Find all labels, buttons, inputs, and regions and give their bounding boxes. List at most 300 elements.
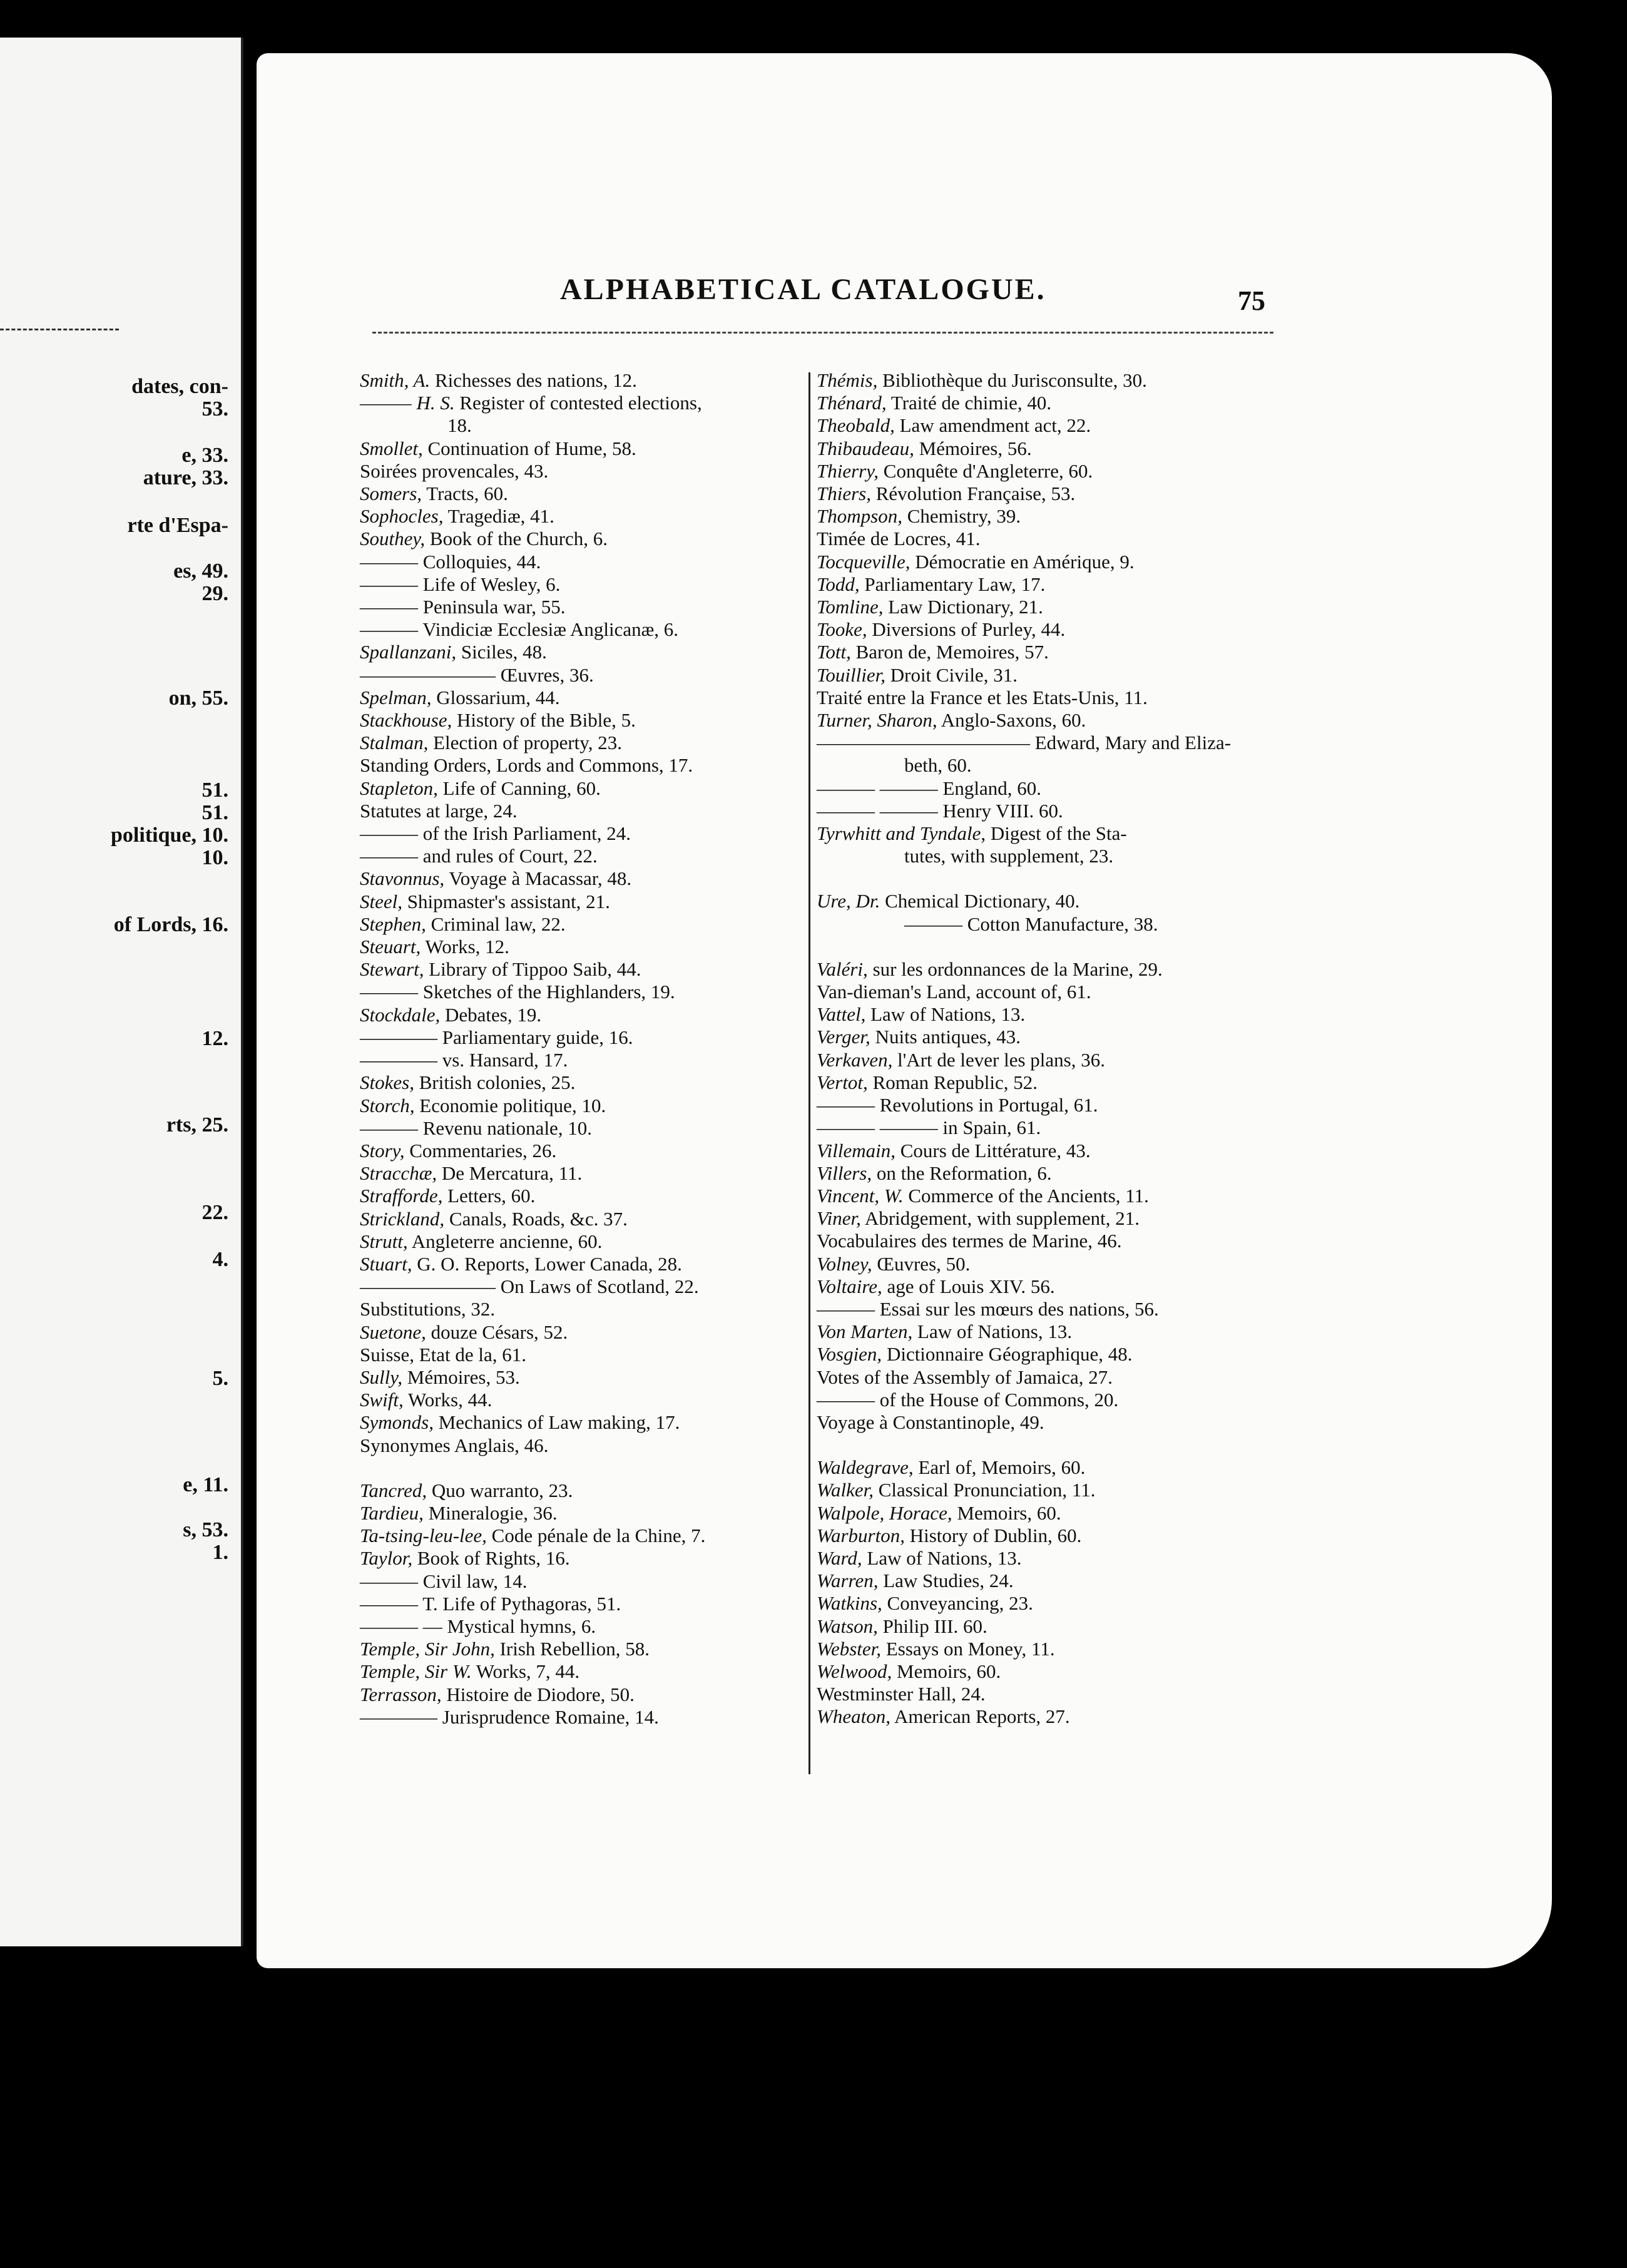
catalogue-entry xyxy=(817,958,1267,981)
entry-author: Temple, Sir John, xyxy=(360,1638,495,1660)
entry-title: ———— Jurisprudence Romaine, 14. xyxy=(360,1705,659,1728)
catalogue-entry xyxy=(360,1026,801,1049)
catalogue-entry xyxy=(360,483,801,505)
entry-author: Strafforde, xyxy=(360,1185,443,1207)
entry-title: Roman Republic, 52. xyxy=(867,1071,1038,1093)
previous-page-line: of Lords, 16. xyxy=(113,913,228,936)
entry-title: Memoirs, 60. xyxy=(952,1501,1061,1524)
catalogue-entry xyxy=(817,1660,1267,1683)
entry-title: age of Louis XIV. 56. xyxy=(882,1275,1055,1297)
catalogue-entry xyxy=(817,1094,1267,1116)
entry-author: Valéri, xyxy=(817,958,868,980)
entry-title: British colonies, 25. xyxy=(414,1071,576,1094)
entry-title: Letters, 60. xyxy=(442,1185,536,1207)
entry-title: Histoire de Diodore, 50. xyxy=(441,1683,635,1705)
entry-title: Book of the Church, 6. xyxy=(425,528,608,550)
previous-page-line: es, 49. xyxy=(173,559,228,583)
entry-author: Thompson, xyxy=(817,505,902,528)
previous-page-line: 12. xyxy=(201,1027,228,1050)
entry-title: Parliamentary Law, 17. xyxy=(859,573,1046,595)
entry-title: Criminal law, 22. xyxy=(426,912,566,935)
entry-title: Dictionnaire Géographique, 48. xyxy=(882,1343,1133,1366)
entry-title: G. O. Reports, Lower Canada, 28. xyxy=(412,1252,682,1275)
catalogue-entry xyxy=(817,1570,1267,1592)
entry-title: Continuation of Hume, 58. xyxy=(422,437,636,459)
entry-author: Tardieu, xyxy=(360,1501,424,1524)
entry-title: ——— and rules of Court, 22. xyxy=(360,845,598,867)
entry-title: Siciles, 48. xyxy=(456,641,547,663)
entry-title: Works, 7, 44. xyxy=(471,1660,580,1683)
entry-author: Smith, A. xyxy=(360,369,431,391)
catalogue-entry xyxy=(360,1275,801,1298)
entry-author: Tott, xyxy=(817,641,851,663)
entry-author: Stockdale, xyxy=(360,1003,441,1026)
catalogue-entry xyxy=(360,1321,801,1344)
catalogue-entry xyxy=(817,1320,1267,1343)
catalogue-entry xyxy=(360,1411,801,1434)
catalogue-entry xyxy=(817,1207,1267,1230)
previous-page-line: e, 33. xyxy=(181,444,228,467)
catalogue-entry xyxy=(360,392,801,414)
entry-title: Book of Rights, 16. xyxy=(412,1547,570,1570)
catalogue-entry xyxy=(817,1026,1267,1048)
catalogue-entry xyxy=(817,641,1267,663)
catalogue-entry xyxy=(817,596,1267,618)
catalogue-entry xyxy=(360,1660,801,1683)
catalogue-entry xyxy=(817,1185,1267,1207)
catalogue-entry xyxy=(817,1003,1267,1026)
entry-author: Warren, xyxy=(817,1570,879,1592)
entry-author: Watkins, xyxy=(817,1592,882,1615)
catalogue-entry xyxy=(360,1253,801,1275)
entry-author: Taylor, xyxy=(360,1547,413,1570)
entry-title: ——— Vindiciæ Ecclesiæ Anglicanæ, 6. xyxy=(360,618,679,641)
entry-title: Abridgement, with supplement, 21. xyxy=(860,1207,1140,1230)
entry-author: Verger, xyxy=(817,1026,870,1048)
catalogue-entry xyxy=(817,1049,1267,1071)
entry-author: Viner, xyxy=(817,1207,861,1230)
entry-title: Law of Nations, 13. xyxy=(912,1320,1073,1343)
entry-title: Library of Tippoo Saib, 44. xyxy=(424,958,641,981)
catalogue-entry xyxy=(817,1615,1267,1638)
entry-title: Commentaries, 26. xyxy=(404,1139,557,1162)
catalogue-entry xyxy=(360,1593,801,1615)
entry-author: Tancred, xyxy=(360,1479,427,1501)
catalogue-entry xyxy=(817,1411,1267,1434)
entry-title: ——————— On Laws of Scotland, 22. xyxy=(360,1275,699,1298)
catalogue-entry xyxy=(817,1275,1267,1298)
entry-title: Chemical Dictionary, 40. xyxy=(880,890,1080,912)
catalogue-entry xyxy=(360,437,801,460)
previous-page-line: 1. xyxy=(212,1541,228,1564)
entry-author: Villers, xyxy=(817,1162,872,1184)
entry-title: Votes of the Assembly of Jamaica, 27. xyxy=(817,1366,1113,1388)
entry-title: tutes, with supplement, 23. xyxy=(904,845,1114,867)
page-number: 75 xyxy=(1238,285,1265,316)
catalogue-entry xyxy=(360,641,801,663)
previous-page-line: politique, 10. xyxy=(111,824,228,847)
entry-author: Thiers, xyxy=(817,483,871,505)
entry-author: Theobald, xyxy=(817,414,895,437)
entry-title: De Mercatura, 11. xyxy=(437,1162,583,1185)
entry-title: Earl of, Memoirs, 60. xyxy=(913,1456,1086,1479)
entry-title: douze Césars, 52. xyxy=(426,1320,568,1343)
entry-title: Conveyancing, 23. xyxy=(882,1592,1033,1615)
catalogue-entry xyxy=(817,618,1267,641)
entry-title: Tragediæ, 41. xyxy=(443,505,554,528)
catalogue-entry xyxy=(360,1615,801,1638)
catalogue-entry xyxy=(360,687,801,709)
catalogue-entry xyxy=(817,1592,1267,1615)
entry-title: Memoirs, 60. xyxy=(892,1660,1001,1682)
entry-title: Œuvres, 50. xyxy=(872,1252,971,1275)
previous-page-line: dates, con- xyxy=(131,375,228,398)
entry-author: Thierry, xyxy=(817,459,879,482)
entry-author: Stracchæ, xyxy=(360,1162,437,1185)
entry-title: Démocratie en Amérique, 9. xyxy=(910,550,1135,573)
catalogue-entry xyxy=(360,754,801,777)
catalogue-entry xyxy=(817,822,1267,845)
catalogue-entry xyxy=(817,687,1267,709)
entry-author: Story, xyxy=(360,1139,405,1162)
catalogue-entry xyxy=(360,958,801,981)
entry-title: Angleterre ancienne, 60. xyxy=(407,1230,603,1252)
entry-title: Soirées provencales, 43. xyxy=(360,459,549,482)
entry-title: Timée de Locres, 41. xyxy=(817,528,981,550)
entry-author: Smollet, xyxy=(360,437,423,459)
catalogue-entry xyxy=(817,1525,1267,1547)
entry-title: Baron de, Memoires, 57. xyxy=(850,641,1049,663)
entry-title: Canals, Roads, &c. 37. xyxy=(444,1207,628,1230)
previous-page-fragment xyxy=(0,38,243,1946)
entry-title: Mémoires, 56. xyxy=(914,437,1032,459)
catalogue-entry xyxy=(360,505,801,528)
catalogue-entry xyxy=(817,1366,1267,1389)
entry-author: Spelman, xyxy=(360,686,432,708)
entry-author: Stuart, xyxy=(360,1252,412,1275)
entry-title: Mechanics of Law making, 17. xyxy=(433,1411,680,1434)
catalogue-entry xyxy=(360,1117,801,1140)
column-divider xyxy=(808,372,810,1774)
entry-title: Conquête d'Angleterre, 60. xyxy=(879,459,1093,482)
entry-title: Law of Nations, 13. xyxy=(862,1546,1022,1569)
entry-title: ——— Civil law, 14. xyxy=(360,1570,528,1592)
catalogue-entry xyxy=(817,1705,1267,1728)
catalogue-entry xyxy=(360,1638,801,1660)
catalogue-entry xyxy=(360,1162,801,1185)
catalogue-entry xyxy=(817,1683,1267,1705)
catalogue-entry xyxy=(360,913,801,936)
catalogue-entry xyxy=(817,1547,1267,1570)
entry-title: ——— Essai sur les mœurs des nations, 56. xyxy=(817,1297,1159,1320)
entry-author: Watson, xyxy=(817,1615,878,1637)
catalogue-entry xyxy=(817,392,1267,414)
previous-page-line: 10. xyxy=(201,846,228,869)
entry-title: ——— Sketches of the Highlanders, 19. xyxy=(360,981,675,1003)
entry-author: Tomline, xyxy=(817,596,884,618)
catalogue-entry xyxy=(360,1706,801,1729)
entry-author: Todd, xyxy=(817,573,860,595)
catalogue-entry xyxy=(817,414,1267,437)
catalogue-entry xyxy=(360,800,801,822)
entry-title: ——— of the Irish Parliament, 24. xyxy=(360,822,631,845)
catalogue-entry xyxy=(360,1683,801,1706)
previous-page-rule xyxy=(0,329,119,330)
entry-author: Stalman, xyxy=(360,732,429,754)
entry-author: Verkaven, xyxy=(817,1048,893,1071)
entry-author: Strickland, xyxy=(360,1207,445,1230)
entry-author: Steel, xyxy=(360,890,402,912)
entry-title: ——— Cotton Manufacture, 38. xyxy=(904,912,1158,935)
entry-title: Philip III. 60. xyxy=(877,1615,987,1637)
catalogue-entry xyxy=(817,1298,1267,1320)
entry-title: Nuits antiques, 43. xyxy=(870,1026,1021,1048)
entry-title: 18. xyxy=(447,414,472,437)
catalogue-entry xyxy=(360,573,801,596)
entry-author: Stephen, xyxy=(360,912,426,935)
entry-title: Commerce of the Ancients, 11. xyxy=(903,1184,1149,1207)
catalogue-entry xyxy=(360,709,801,732)
catalogue-entry xyxy=(360,1095,801,1117)
previous-page-line: rte d'Espa- xyxy=(127,514,228,537)
catalogue-entry xyxy=(360,1071,801,1094)
catalogue-entry xyxy=(817,913,1267,936)
entry-title: Irish Rebellion, 58. xyxy=(494,1638,650,1660)
entry-author: Turner, Sharon, xyxy=(817,709,937,732)
entry-title: ———— Parliamentary guide, 16. xyxy=(360,1026,633,1048)
catalogue-entry xyxy=(360,551,801,573)
catalogue-entry xyxy=(360,1389,801,1411)
catalogue-entry xyxy=(817,1638,1267,1660)
previous-page-line: s, 53. xyxy=(183,1518,228,1541)
entry-author: Terrasson, xyxy=(360,1683,442,1705)
entry-author: Walpole, Horace, xyxy=(817,1501,952,1524)
entry-title: Diversions of Purley, 44. xyxy=(867,618,1066,641)
entry-author: Waldegrave, xyxy=(817,1456,914,1479)
entry-author: Voltaire, xyxy=(817,1275,882,1297)
entry-title: Anglo-Saxons, 60. xyxy=(937,709,1086,732)
catalogue-entry xyxy=(817,551,1267,573)
catalogue-entry xyxy=(817,754,1267,777)
previous-page-line: ature, 33. xyxy=(143,466,228,489)
catalogue-entry xyxy=(360,1366,801,1389)
entry-author: Steuart, xyxy=(360,936,421,958)
entry-title: Debates, 19. xyxy=(440,1003,542,1026)
entry-author: Volney, xyxy=(817,1252,872,1275)
entry-author: Spallanzani, xyxy=(360,641,457,663)
previous-page-line: 22. xyxy=(201,1201,228,1224)
entry-title: Glossarium, 44. xyxy=(431,686,560,708)
catalogue-entry xyxy=(360,1344,801,1366)
header-rule xyxy=(372,332,1273,334)
entry-title: sur les ordonnances de la Marine, 29. xyxy=(867,958,1163,980)
entry-title: Van-dieman's Land, account of, 61. xyxy=(817,981,1091,1003)
catalogue-entry xyxy=(817,981,1267,1003)
entry-title: l'Art de lever les plans, 36. xyxy=(892,1048,1105,1071)
catalogue-entry xyxy=(817,1071,1267,1094)
entry-author: Tooke, xyxy=(817,618,867,641)
entry-title: Standing Orders, Lords and Commons, 17. xyxy=(360,754,693,777)
entry-title: ——— ——— in Spain, 61. xyxy=(817,1116,1041,1139)
entry-title: beth, 60. xyxy=(904,754,972,777)
catalogue-entry xyxy=(360,1185,801,1207)
entry-title: Statutes at large, 24. xyxy=(360,799,518,822)
entry-title: Bibliothèque du Jurisconsulte, 30. xyxy=(877,369,1147,391)
previous-page-line: 4. xyxy=(212,1248,228,1271)
catalogue-entry xyxy=(360,777,801,800)
entry-author: Stewart, xyxy=(360,958,424,981)
catalogue-entry xyxy=(360,460,801,483)
entry-title: Traité de chimie, 40. xyxy=(886,392,1052,414)
catalogue-entry xyxy=(817,1116,1267,1139)
catalogue-entry xyxy=(817,1502,1267,1525)
entry-title: Economie politique, 10. xyxy=(414,1094,606,1116)
catalogue-entry xyxy=(817,1162,1267,1185)
entry-title: ——————— Œuvres, 36. xyxy=(360,663,594,686)
catalogue-entry xyxy=(817,664,1267,687)
entry-title: Classical Pronunciation, 11. xyxy=(874,1479,1096,1501)
entry-title: Chemistry, 39. xyxy=(902,505,1021,528)
entry-author: Stokes, xyxy=(360,1071,414,1094)
entry-title: Droit Civile, 31. xyxy=(885,663,1018,686)
entry-author: Ta-tsing-leu-lee, xyxy=(360,1525,487,1547)
entry-title: American Reports, 27. xyxy=(890,1705,1070,1728)
entry-author: Stapleton, xyxy=(360,777,438,799)
catalogue-entry xyxy=(817,1253,1267,1275)
entry-title: ——— Revolutions in Portugal, 61. xyxy=(817,1094,1098,1116)
catalogue-entry xyxy=(817,800,1267,822)
entry-title: Voyage à Macassar, 48. xyxy=(444,867,632,890)
entry-title: Vocabulaires des termes de Marine, 46. xyxy=(817,1230,1122,1252)
entry-author: Stavonnus, xyxy=(360,867,445,890)
entry-title: ——— T. Life of Pythagoras, 51. xyxy=(360,1592,621,1615)
entry-title: Code pénale de la Chine, 7. xyxy=(486,1525,706,1547)
previous-page-line: 5. xyxy=(212,1367,228,1390)
entry-author: Villemain, xyxy=(817,1139,895,1162)
entry-title: Essays on Money, 11. xyxy=(881,1637,1055,1660)
entry-author: Vincent, W. xyxy=(817,1184,904,1207)
entry-author: Somers, xyxy=(360,483,422,505)
entry-title: History of Dublin, 60. xyxy=(904,1524,1082,1546)
catalogue-entry xyxy=(360,891,801,913)
entry-title: Substitutions, 32. xyxy=(360,1298,496,1320)
entry-title: History of the Bible, 5. xyxy=(452,709,636,732)
entry-title: Richesses des nations, 12. xyxy=(430,369,637,391)
entry-title: Traité entre la France et les Etats-Unis, 11. xyxy=(817,686,1148,708)
right-column xyxy=(817,369,1267,1729)
catalogue-entry xyxy=(817,1140,1267,1162)
catalogue-entry xyxy=(817,369,1267,392)
catalogue-page xyxy=(257,53,1552,1968)
entry-title: Mineralogie, 36. xyxy=(423,1501,558,1524)
catalogue-entry xyxy=(817,1343,1267,1366)
entry-title: Révolution Française, 53. xyxy=(871,483,1076,505)
entry-title: ——— ——— Henry VIII. 60. xyxy=(817,799,1063,822)
catalogue-entry xyxy=(360,1298,801,1320)
entry-title: ——— ——— England, 60. xyxy=(817,777,1042,799)
catalogue-entry xyxy=(360,732,801,754)
entry-author: Thémis, xyxy=(817,369,878,391)
catalogue-entry xyxy=(360,1570,801,1593)
catalogue-entry xyxy=(817,460,1267,483)
entry-author: Vosgien, xyxy=(817,1343,882,1366)
page-title: ALPHABETICAL CATALOGUE. xyxy=(560,273,1046,306)
entry-author: Storch, xyxy=(360,1094,415,1116)
catalogue-entry xyxy=(817,573,1267,596)
entry-title: Election of property, 23. xyxy=(428,732,622,754)
catalogue-entry xyxy=(817,483,1267,505)
entry-author: Wheaton, xyxy=(817,1705,890,1728)
catalogue-entry xyxy=(817,1389,1267,1411)
catalogue-entry xyxy=(817,505,1267,528)
entry-title: Westminster Hall, 24. xyxy=(817,1683,986,1705)
catalogue-entry xyxy=(817,777,1267,800)
entry-title: Life of Canning, 60. xyxy=(437,777,601,799)
entry-author: Vertot, xyxy=(817,1071,868,1093)
entry-title: Law amendment act, 22. xyxy=(894,414,1091,437)
catalogue-entry xyxy=(360,414,801,437)
entry-author: Ure, Dr. xyxy=(817,890,880,912)
catalogue-entry xyxy=(360,369,801,392)
previous-page-line: 51. xyxy=(201,779,228,802)
entry-title: Mémoires, 53. xyxy=(402,1366,520,1388)
entry-title: ——— Life of Wesley, 6. xyxy=(360,573,561,595)
catalogue-entry xyxy=(360,1208,801,1230)
entry-title: Works, 12. xyxy=(421,936,509,958)
catalogue-entry xyxy=(360,618,801,641)
entry-author: Warburton, xyxy=(817,1524,905,1546)
entry-author: Sully, xyxy=(360,1366,403,1388)
catalogue-entry xyxy=(360,1502,801,1525)
catalogue-entry xyxy=(360,1547,801,1570)
entry-author: Suetone, xyxy=(360,1320,426,1343)
catalogue-entry xyxy=(360,981,801,1003)
catalogue-entry xyxy=(360,867,801,890)
catalogue-entry xyxy=(360,1479,801,1502)
catalogue-entry xyxy=(817,1456,1267,1479)
entry-author: Thénard, xyxy=(817,392,887,414)
entry-author: Temple, Sir W. xyxy=(360,1660,472,1683)
catalogue-entry xyxy=(360,1140,801,1162)
entry-title: Voyage à Constantinople, 49. xyxy=(817,1411,1044,1433)
catalogue-entry xyxy=(360,1434,801,1457)
entry-author: Symonds, xyxy=(360,1411,434,1434)
entry-title: Works, 44. xyxy=(403,1389,492,1411)
entry-author: Von Marten, xyxy=(817,1320,913,1343)
entry-title: Quo warranto, 23. xyxy=(427,1479,573,1501)
entry-title: Law Dictionary, 21. xyxy=(883,596,1043,618)
catalogue-entry xyxy=(360,1004,801,1026)
entry-author: Walker, xyxy=(817,1479,874,1501)
entry-title: Register of contested elections, xyxy=(454,392,702,414)
entry-author: Tyrwhitt and Tyndale, xyxy=(817,822,986,845)
catalogue-entry xyxy=(817,1479,1267,1501)
entry-title: Suisse, Etat de la, 61. xyxy=(360,1343,527,1366)
entry-author: Tocqueville, xyxy=(817,550,910,573)
previous-page-line: e, 11. xyxy=(183,1473,228,1496)
entry-title: Digest of the Sta- xyxy=(986,822,1127,845)
catalogue-entry xyxy=(360,528,801,550)
catalogue-entry xyxy=(817,890,1267,912)
entry-title: ——— — Mystical hymns, 6. xyxy=(360,1615,596,1637)
catalogue-entry xyxy=(817,437,1267,460)
entry-author: Vattel, xyxy=(817,1003,866,1026)
catalogue-entry xyxy=(360,822,801,845)
previous-page-line: 53. xyxy=(201,397,228,421)
entry-author: Touillier, xyxy=(817,663,885,686)
entry-title: on the Reformation, 6. xyxy=(872,1162,1052,1184)
entry-title: Synonymes Anglais, 46. xyxy=(360,1434,549,1456)
